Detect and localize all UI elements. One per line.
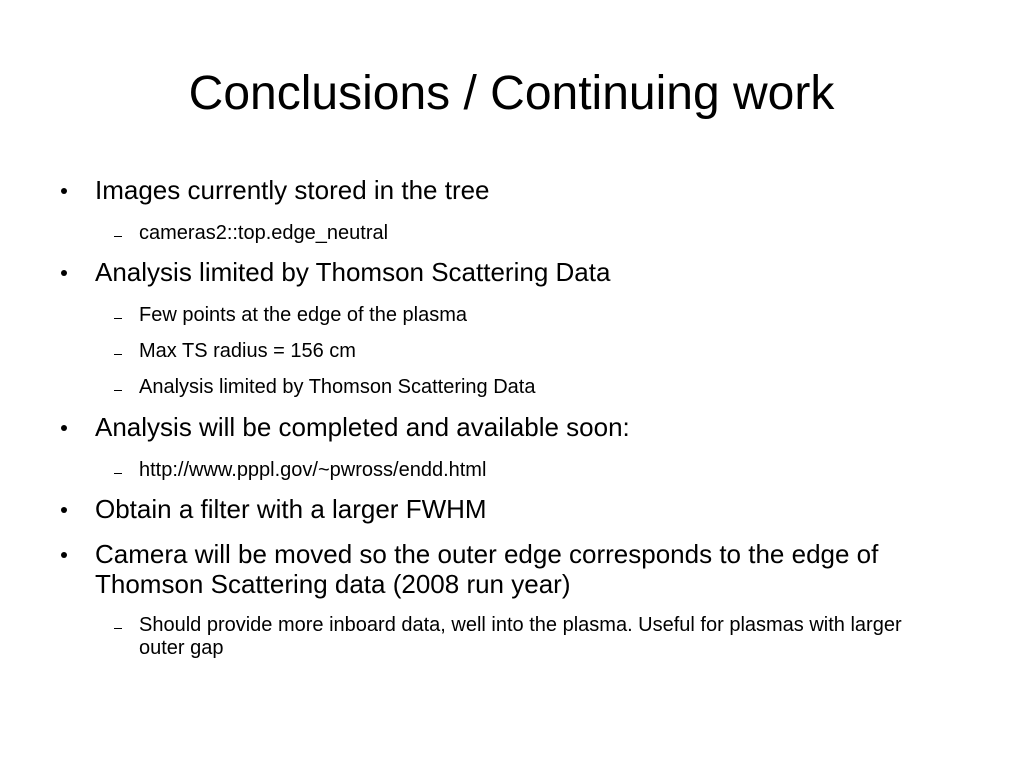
dash-icon bbox=[112, 222, 126, 245]
bullet-item bbox=[95, 494, 955, 524]
bullet-item bbox=[95, 175, 955, 205]
bullet-item bbox=[95, 412, 955, 442]
bullet-dot-icon bbox=[58, 175, 78, 205]
sub-bullet-item bbox=[139, 614, 929, 660]
dash-icon bbox=[112, 304, 126, 327]
sub-bullet-text: Analysis limited by Thomson Scattering Data bbox=[139, 376, 536, 398]
bullet-dot-icon bbox=[58, 412, 78, 442]
bullet-text: Obtain a filter with a larger FWHM bbox=[95, 494, 487, 524]
bullet-item bbox=[95, 257, 955, 287]
bullet-item bbox=[95, 539, 935, 599]
sub-bullet-text: cameras2::top.edge_neutral bbox=[139, 222, 389, 244]
dash-icon bbox=[112, 459, 126, 482]
dash-icon bbox=[112, 614, 126, 637]
bullet-text: Analysis limited by Thomson Scattering Data bbox=[95, 257, 611, 287]
sub-bullet-item bbox=[139, 459, 959, 482]
bullet-text: Analysis will be completed and available soon: bbox=[95, 412, 630, 442]
sub-bullet-item bbox=[139, 340, 959, 363]
dash-icon bbox=[112, 376, 126, 399]
sub-bullet-link: http://www.pppl.gov/~pwross/endd.html bbox=[139, 459, 487, 481]
sub-bullet-text: Max TS radius = 156 cm bbox=[139, 340, 356, 362]
sub-bullet-item bbox=[139, 376, 959, 399]
sub-bullet-text: Few points at the edge of the plasma bbox=[139, 304, 467, 326]
slide-title: Conclusions / Continuing work bbox=[188, 67, 835, 120]
sub-bullet-item bbox=[139, 304, 959, 327]
bullet-dot-icon bbox=[58, 494, 78, 524]
bullet-text: Camera will be moved so the outer edge corresponds to the edge of Thomson Scattering data (2008 run year) bbox=[95, 539, 879, 599]
bullet-dot-icon bbox=[58, 539, 78, 569]
bullet-text: Images currently stored in the tree bbox=[95, 175, 490, 205]
sub-bullet-item bbox=[139, 222, 959, 245]
sub-bullet-text: Should provide more inboard data, well into the plasma. Useful for plasmas with larger outer gap bbox=[139, 614, 902, 659]
bullet-dot-icon bbox=[58, 257, 78, 287]
dash-icon bbox=[112, 340, 126, 363]
